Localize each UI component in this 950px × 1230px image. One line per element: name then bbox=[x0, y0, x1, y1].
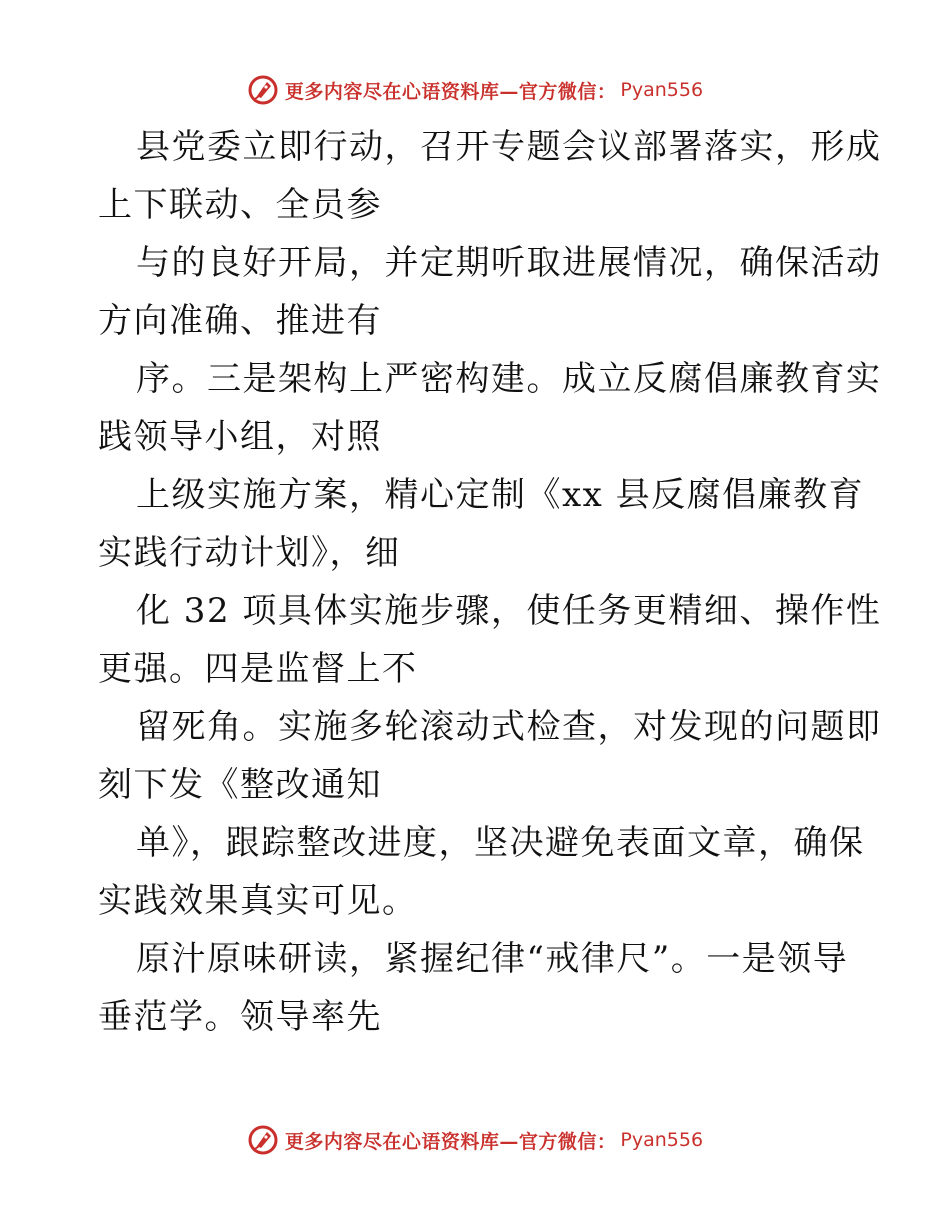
text-line: 上下联动、全员参 bbox=[98, 185, 382, 225]
text-line: 更强。四是监督上不 bbox=[98, 649, 418, 689]
text-line: 方向准确、推进有 bbox=[98, 301, 382, 341]
text-line: 留死角。实施多轮滚动式检查，对发现的问题即 bbox=[136, 707, 882, 747]
text-line: 垂范学。领导率先 bbox=[98, 997, 382, 1037]
text-line: 原汁原味研读，紧握纪律“戒律尺”。一是领导 bbox=[136, 939, 849, 979]
watermark-label: 更多内容尽在心语资料库—官方微信： bbox=[284, 1130, 617, 1153]
text-line: 上级实施方案，精心定制《xx 县反腐倡廉教育 bbox=[136, 475, 865, 515]
watermark-contact: Pyan556 bbox=[620, 79, 704, 101]
text-line: 县党委立即行动，召开专题会议部署落实，形成 bbox=[136, 127, 882, 167]
text-line: 实践效果真实可见。 bbox=[98, 881, 418, 921]
text-line: 刻下发《整改通知 bbox=[98, 765, 382, 805]
footer-watermark bbox=[0, 1120, 950, 1160]
pen-nib-circle-icon bbox=[247, 1124, 279, 1156]
text-line: 与的良好开局，并定期听取进展情况，确保活动 bbox=[136, 243, 882, 283]
header-watermark bbox=[0, 70, 950, 110]
document-body bbox=[98, 118, 882, 1046]
watermark-label: 更多内容尽在心语资料库—官方微信： bbox=[284, 80, 617, 103]
text-line: 序。三是架构上严密构建。成立反腐倡廉教育实 bbox=[136, 359, 882, 399]
watermark-contact: Pyan556 bbox=[620, 1129, 704, 1151]
text-line: 践领导小组，对照 bbox=[98, 417, 382, 457]
text-line: 实践行动计划》，细 bbox=[98, 533, 401, 573]
pen-nib-circle-icon bbox=[247, 74, 279, 106]
text-line: 化 32 项具体实施步骤，使任务更精细、操作性 bbox=[136, 591, 882, 631]
text-line: 单》，跟踪整改进度，坚决避免表面文章，确保 bbox=[136, 823, 865, 863]
